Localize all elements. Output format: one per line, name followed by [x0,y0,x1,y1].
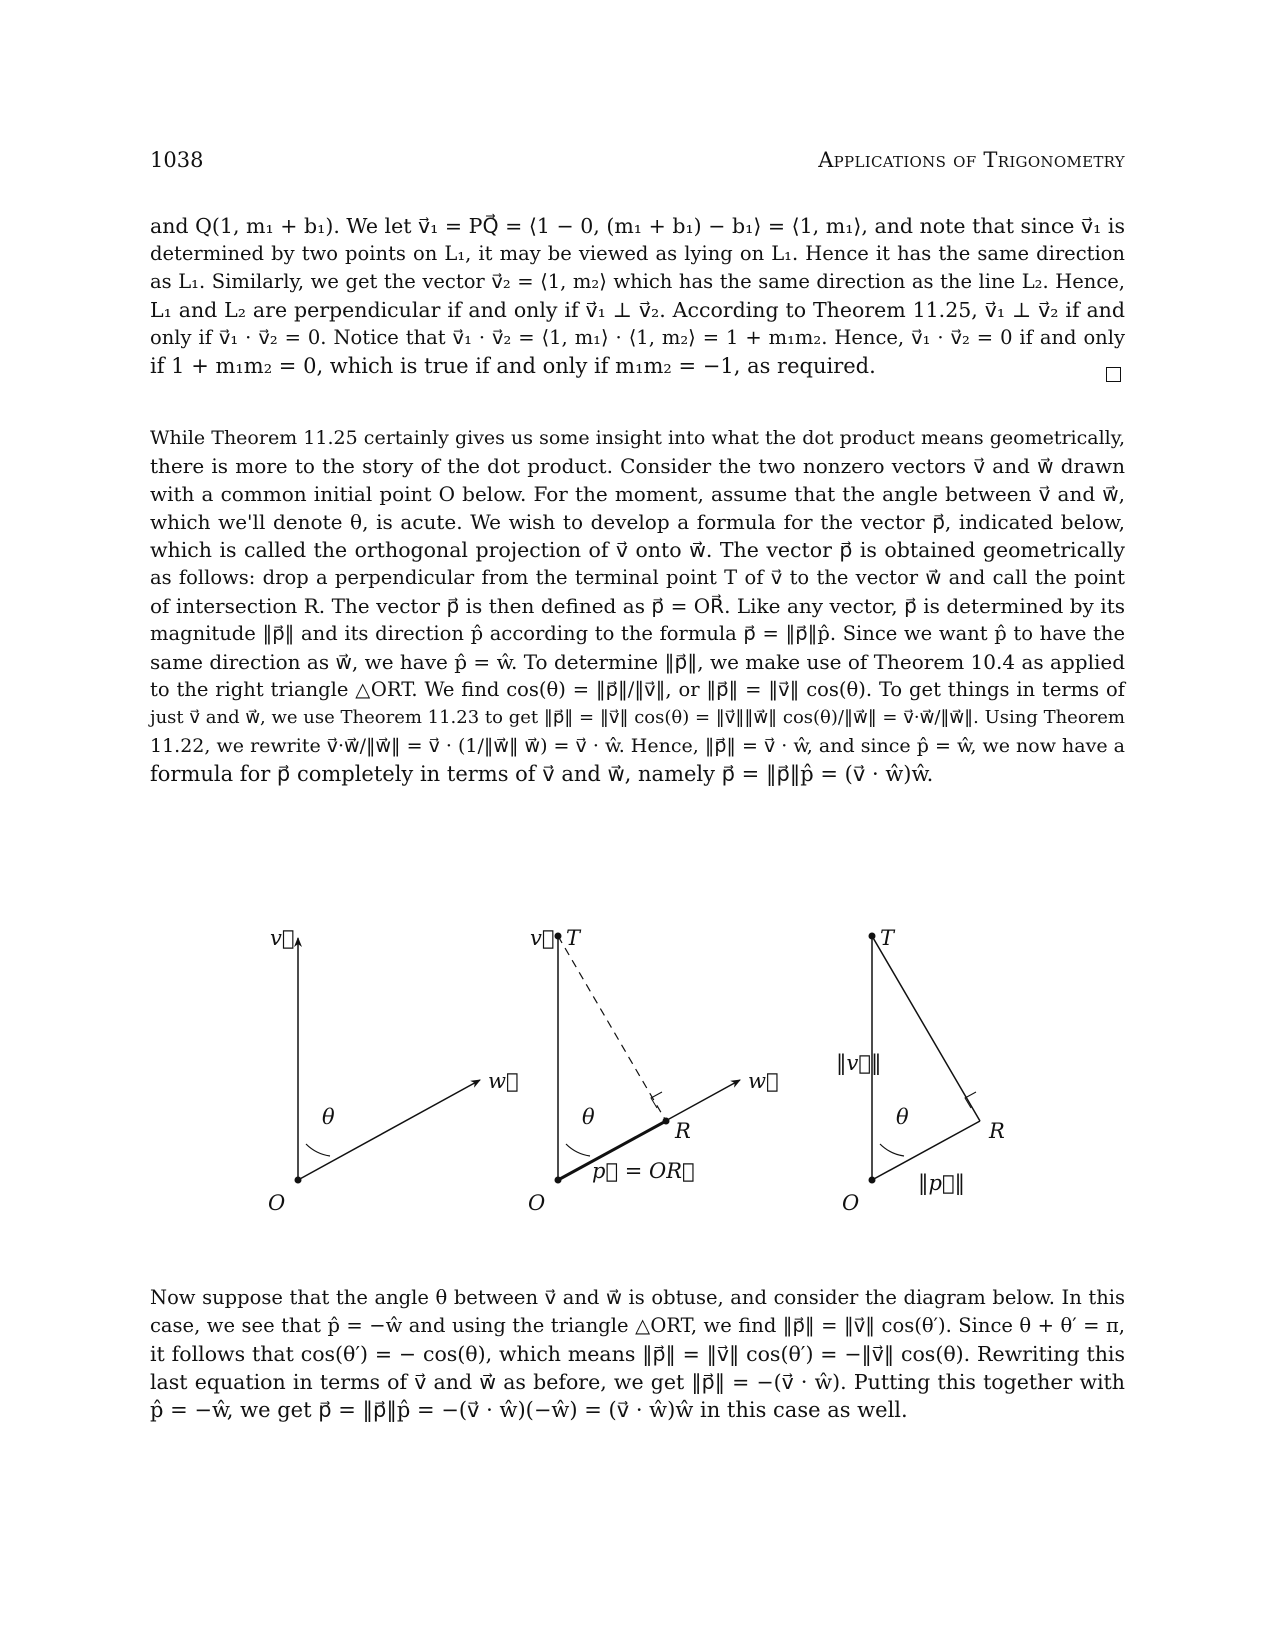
point-O [555,1177,562,1184]
label-w: w⃗ [488,1069,519,1093]
text-line: only if v⃗₁ · v⃗₂ = 0. Notice that v⃗₁ · v⃗₂ = ⟨1, m₁⟩ · ⟨1, m₂⟩ = 1 + m₁m₂. Hence, v⃗₁ · v⃗₂ = 0 if and only [150,326,1125,349]
qed-box [1106,367,1121,382]
label-theta: θ [896,1105,909,1129]
label-v: v⃗ [270,926,295,950]
text-line: there is more to the story of the dot product. Consider the two nonzero vectors v⃗ and w⃗ drawn [150,454,1125,478]
proof-paragraph [150,212,1125,380]
text-line: which we'll denote θ, is acute. We wish to develop a formula for the vector p⃗, indicated below, [150,510,1125,534]
text-line: determined by two points on L₁, it may be viewed as lying on L₁. Hence it has the same direction [150,242,1125,265]
label-p-eq-OR: p⃗ = OR⃗ [592,1159,695,1183]
projection-diagrams [0,900,1275,1220]
text-line: p̂ = −ŵ, we get p⃗ = ‖p⃗‖p̂ = −(v⃗ · ŵ)(−ŵ) = (v⃗ · ŵ)ŵ in this case as well. [150,1398,908,1422]
label-O: O [842,1191,860,1215]
label-norm-v: ‖v⃗‖ [836,1051,882,1075]
text-line: last equation in terms of v⃗ and w⃗ as before, we get ‖p⃗‖ = −(v⃗ · ŵ). Putting this together with [150,1370,1125,1394]
text-line: case, we see that p̂ = −ŵ and using the triangle △ORT, we find ‖p⃗‖ = ‖v⃗‖ cos(θ′). Since θ + θ′ = π, [150,1314,1125,1337]
text-line: if 1 + m₁m₂ = 0, which is true if and only if m₁m₂ = −1, as required. [150,354,876,378]
label-R: R [675,1119,691,1143]
text-line: to the right triangle △ORT. We find cos(θ) = ‖p⃗‖/‖v⃗‖, or ‖p⃗‖ = ‖v⃗‖ cos(θ). To get things in terms of [150,678,1125,701]
text-line: and Q(1, m₁ + b₁). We let v⃗₁ = PQ⃗ = ⟨1 − 0, (m₁ + b₁) − b₁⟩ = ⟨1, m₁⟩, and note that since v⃗₁ is [150,214,1125,238]
text-line: While Theorem 11.25 certainly gives us some insight into what the dot product means geometrically, [150,427,1125,449]
diagram-vectors [268,926,519,1215]
angle-arc [880,1144,904,1156]
perpendicular-drop [558,936,666,1121]
text-line: of intersection R. The vector p⃗ is then defined as p⃗ = OR⃗. Like any vector, p⃗ is determined by its [150,594,1125,618]
label-theta: θ [582,1105,595,1129]
label-R: R [989,1119,1005,1143]
vector-w [298,1080,480,1180]
label-O: O [268,1191,286,1215]
label-theta: θ [322,1105,335,1129]
obtuse-case-paragraph [150,1284,1125,1424]
hypotenuse [872,936,980,1121]
text-line: it follows that cos(θ′) = − cos(θ), which means ‖p⃗‖ = ‖v⃗‖ cos(θ′) = −‖v⃗‖ cos(θ). Rewriting this [150,1342,1125,1366]
point-T [869,933,876,940]
text-line: same direction as w⃗, we have p̂ = ŵ. To determine ‖p⃗‖, we make use of Theorem 10.4 as applied [150,650,1125,674]
point-O [295,1177,302,1184]
label-norm-p: ‖p⃗‖ [918,1171,966,1195]
page-number: 1038 [150,148,204,172]
text-line: with a common initial point O below. For the moment, assume that the angle between v⃗ and w⃗, [150,482,1125,506]
label-T: T [880,926,895,950]
label-O: O [528,1191,546,1215]
label-v: v⃗ [530,926,555,950]
projection-paragraph [150,424,1125,788]
text-line: magnitude ‖p⃗‖ and its direction p̂ according to the formula p⃗ = ‖p⃗‖p̂. Since we want p̂ to have the [150,622,1125,645]
text-line: 11.22, we rewrite v⃗·w⃗/‖w⃗‖ = v⃗ · (1/‖w⃗‖ w⃗) = v⃗ · ŵ. Hence, ‖p⃗‖ = v⃗ · ŵ, and since p̂ = ŵ, we now have a [150,735,1125,757]
point-R [663,1118,670,1125]
text-line: just v⃗ and w⃗, we use Theorem 11.23 to get ‖p⃗‖ = ‖v⃗‖ cos(θ) = ‖v⃗‖‖w⃗‖ cos(θ)/‖w⃗‖ = v⃗·w⃗/‖w⃗‖. Using Theorem [150,707,1125,728]
text-line: formula for p⃗ completely in terms of v⃗ and w⃗, namely p⃗ = ‖p⃗‖p̂ = (v⃗ · ŵ)ŵ. [150,762,934,786]
text-line: as L₁. Similarly, we get the vector v⃗₂ = ⟨1, m₂⟩ which has the same direction as the line L₂. Hence, [150,270,1125,293]
text-line: which is called the orthogonal projection of v⃗ onto w⃗. The vector p⃗ is obtained geometrically [150,538,1125,562]
text-line: as follows: drop a perpendicular from the terminal point T of v⃗ to the vector w⃗ and call the point [150,566,1125,589]
point-O [869,1177,876,1184]
text-line: L₁ and L₂ are perpendicular if and only if v⃗₁ ⊥ v⃗₂. According to Theorem 11.25, v⃗₁ ⊥ v⃗₂ if and [150,298,1125,322]
text-line: Now suppose that the angle θ between v⃗ and w⃗ is obtuse, and consider the diagram below. In this [150,1286,1125,1309]
label-w: w⃗ [748,1069,779,1093]
diagram-projection [528,926,779,1215]
diagram-right-triangle [836,926,1005,1215]
angle-arc [566,1144,590,1156]
chapter-title: Applications of Trigonometry [818,148,1125,172]
angle-arc [306,1144,330,1156]
label-T: T [566,926,581,950]
